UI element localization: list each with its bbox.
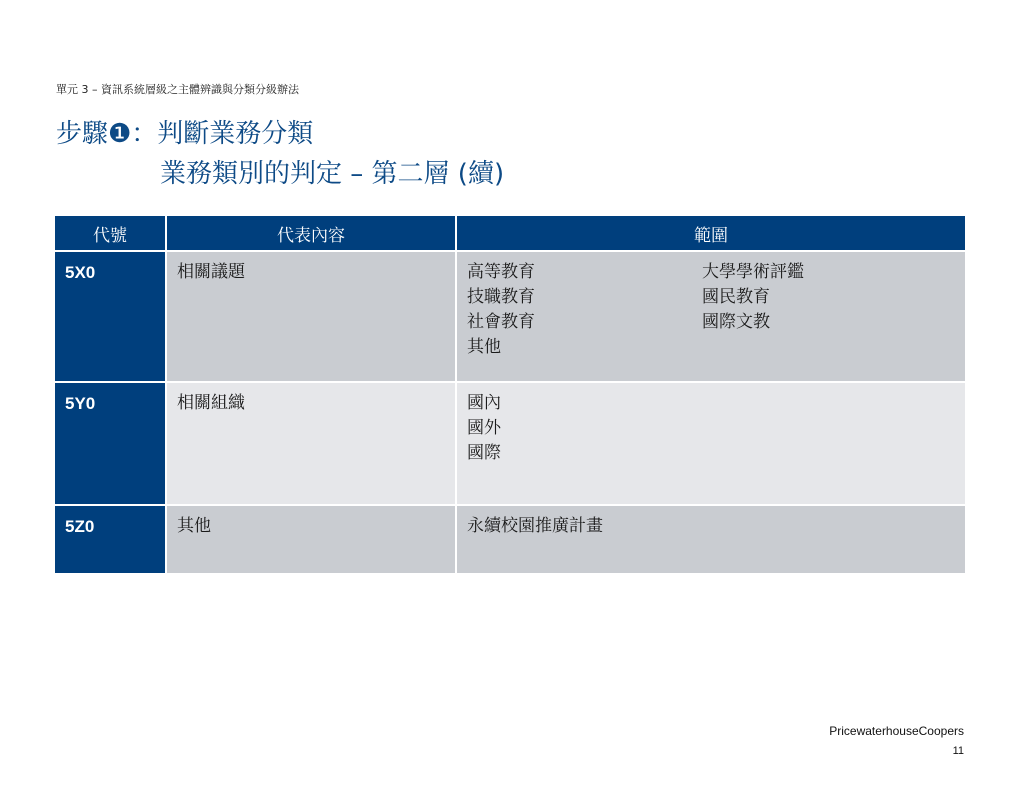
footer-company-name: PricewaterhouseCoopers	[829, 724, 964, 738]
business-category-table	[55, 216, 965, 575]
row-scope	[456, 382, 965, 505]
row-content: 相關議題	[166, 251, 456, 382]
scope-item: 大學學術評鑑	[702, 262, 804, 282]
column-header-content: 代表內容	[166, 216, 456, 251]
column-header-scope: 範圍	[456, 216, 965, 251]
page-subtitle: 業務類別的判定 – 第二層 (續)	[160, 159, 505, 189]
scope-item: 國際	[467, 443, 501, 463]
row-scope	[456, 505, 965, 574]
scope-list-primary	[467, 391, 955, 466]
page-number: 11	[952, 745, 964, 757]
row-scope	[456, 251, 965, 382]
row-code: 5Z0	[55, 505, 166, 574]
scope-item: 高等教育	[467, 262, 535, 282]
scope-list-secondary	[702, 260, 955, 360]
table-row	[55, 382, 965, 505]
scope-item: 技職教育	[467, 287, 535, 307]
scope-list-primary	[467, 260, 702, 360]
table-header-row	[55, 216, 965, 251]
column-header-code: 代號	[55, 216, 166, 251]
scope-list-primary	[467, 514, 955, 539]
scope-item: 永續校園推廣計畫	[467, 516, 603, 536]
breadcrumb: 單元 3 – 資訊系統層級之主體辨識與分類分級辦法	[56, 83, 299, 96]
scope-item: 國外	[467, 418, 501, 438]
scope-item: 國民教育	[702, 287, 770, 307]
table-row	[55, 251, 965, 382]
scope-item: 社會教育	[467, 312, 535, 332]
scope-item: 國際文教	[702, 312, 770, 332]
page-title: 步驟❶：判斷業務分類	[56, 119, 314, 149]
scope-item: 其他	[467, 337, 501, 357]
row-content: 相關組織	[166, 382, 456, 505]
row-content: 其他	[166, 505, 456, 574]
row-code: 5Y0	[55, 382, 166, 505]
table-row	[55, 505, 965, 574]
scope-item: 國內	[467, 393, 501, 413]
row-code: 5X0	[55, 251, 166, 382]
